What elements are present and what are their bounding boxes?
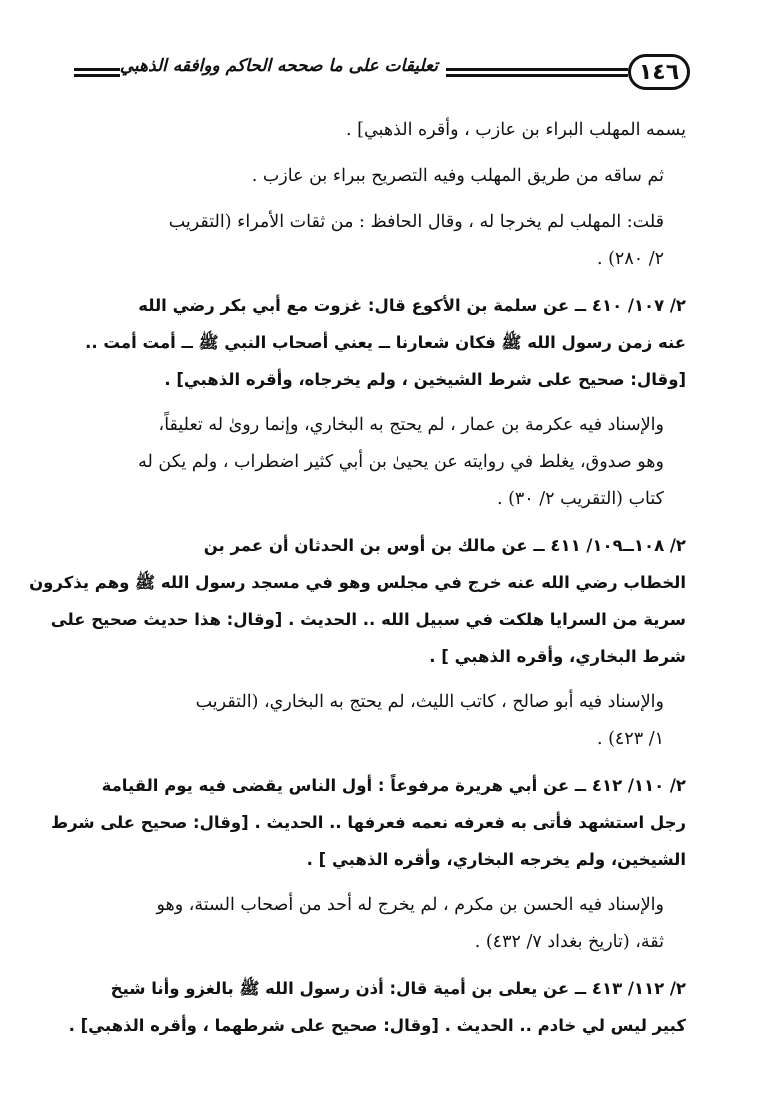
commentary-paragraph bbox=[78, 158, 686, 195]
commentary-paragraph bbox=[78, 887, 686, 961]
commentary-paragraph bbox=[78, 407, 686, 518]
hadith-entry bbox=[78, 287, 686, 398]
text-line: [وقال: صحيح على شرط الشيخين ، ولم يخرجاه، وأقره الذهبي] . bbox=[164, 370, 686, 389]
text-line: ٢/ ٢٨٠) . bbox=[596, 249, 664, 269]
commentary-paragraph bbox=[78, 684, 686, 758]
text-line: يسمه المهلب البراء بن عازب ، وأقره الذهبي] . bbox=[346, 120, 686, 140]
text-line: والإسناد فيه أبو صالح ، كاتب الليث، لم يحتج به البخاري، (التقريب bbox=[195, 692, 664, 712]
text-line: الشيخين، ولم يخرجه البخاري، وأقره الذهبي ] . bbox=[306, 850, 686, 869]
running-title: تعليقات على ما صححه الحاكم ووافقه الذهبي bbox=[119, 56, 438, 76]
text-line: وهو صدوق، يغلط في روايته عن يحيىٰ بن أبي كثير اضطراب ، ولم يكن له bbox=[138, 452, 664, 472]
text-line: عنه زمن رسول الله ﷺ فكان شعارنا ــ يعني أصحاب النبي ﷺ ــ أمت أمت .. bbox=[85, 333, 686, 352]
commentary-paragraph bbox=[78, 112, 686, 149]
text-line: سرية من السرايا هلكت في سبيل الله .. الحديث . [وقال: هذا حديث صحيح على bbox=[50, 610, 686, 629]
text-line: ٢/ ١١٠/ ٤١٢ ــ عن أبي هريرة مرفوعاً : أول الناس يقضى فيه يوم القيامة bbox=[101, 776, 686, 795]
hadith-entry bbox=[29, 527, 686, 675]
text-line: ٢/ ١٠٨ــ١٠٩/ ٤١١ ــ عن مالك بن أوس بن الحدثان أن عمر بن bbox=[203, 536, 686, 555]
text-line: ١/ ٤٢٣) . bbox=[596, 729, 664, 749]
text-line: كتاب (التقريب ٢/ ٣٠) . bbox=[496, 489, 664, 509]
text-line: ٢/ ١١٢/ ٤١٣ ــ عن يعلى بن أمية قال: أذن رسول الله ﷺ بالغزو وأنا شيخ bbox=[110, 979, 686, 998]
text-line: الخطاب رضي الله عنه خرج في مجلس وهو في مسجد رسول الله ﷺ وهم يذكرون bbox=[29, 573, 686, 592]
header-rule-left bbox=[74, 68, 120, 77]
text-line: كبير ليس لي خادم .. الحديث . [وقال: صحيح على شرطهما ، وأقره الذهبي] . bbox=[68, 1016, 686, 1035]
text-line: والإسناد فيه الحسن بن مكرم ، لم يخرج له أحد من أصحاب الستة، وهو bbox=[156, 895, 664, 915]
text-line: ٢/ ١٠٧/ ٤١٠ ــ عن سلمة بن الأكوع قال: غزوت مع أبي بكر رضي الله bbox=[138, 296, 686, 315]
text-line: ثم ساقه من طريق المهلب وفيه التصريح ببراء بن عازب . bbox=[251, 166, 664, 186]
header-rule-right bbox=[446, 68, 628, 77]
page-number: ١٤٦ bbox=[628, 54, 690, 90]
page-body bbox=[29, 112, 686, 1053]
page-header bbox=[74, 50, 690, 100]
text-line: والإسناد فيه عكرمة بن عمار ، لم يحتج به البخاري، وإنما روىٰ له تعليقاً، bbox=[158, 415, 664, 435]
text-line: ثقة، (تاريخ بغداد ٧/ ٤٣٢) . bbox=[474, 932, 664, 952]
hadith-entry bbox=[50, 767, 686, 878]
text-line: شرط البخاري، وأقره الذهبي ] . bbox=[429, 647, 686, 666]
commentary-paragraph bbox=[78, 204, 686, 278]
hadith-entry bbox=[68, 970, 686, 1044]
text-line: قلت: المهلب لم يخرجا له ، وقال الحافظ : من ثقات الأمراء (التقريب bbox=[168, 212, 664, 232]
text-line: رجل استشهد فأتى به فعرفه نعمه فعرفها .. الحديث . [وقال: صحيح على شرط bbox=[50, 813, 686, 832]
